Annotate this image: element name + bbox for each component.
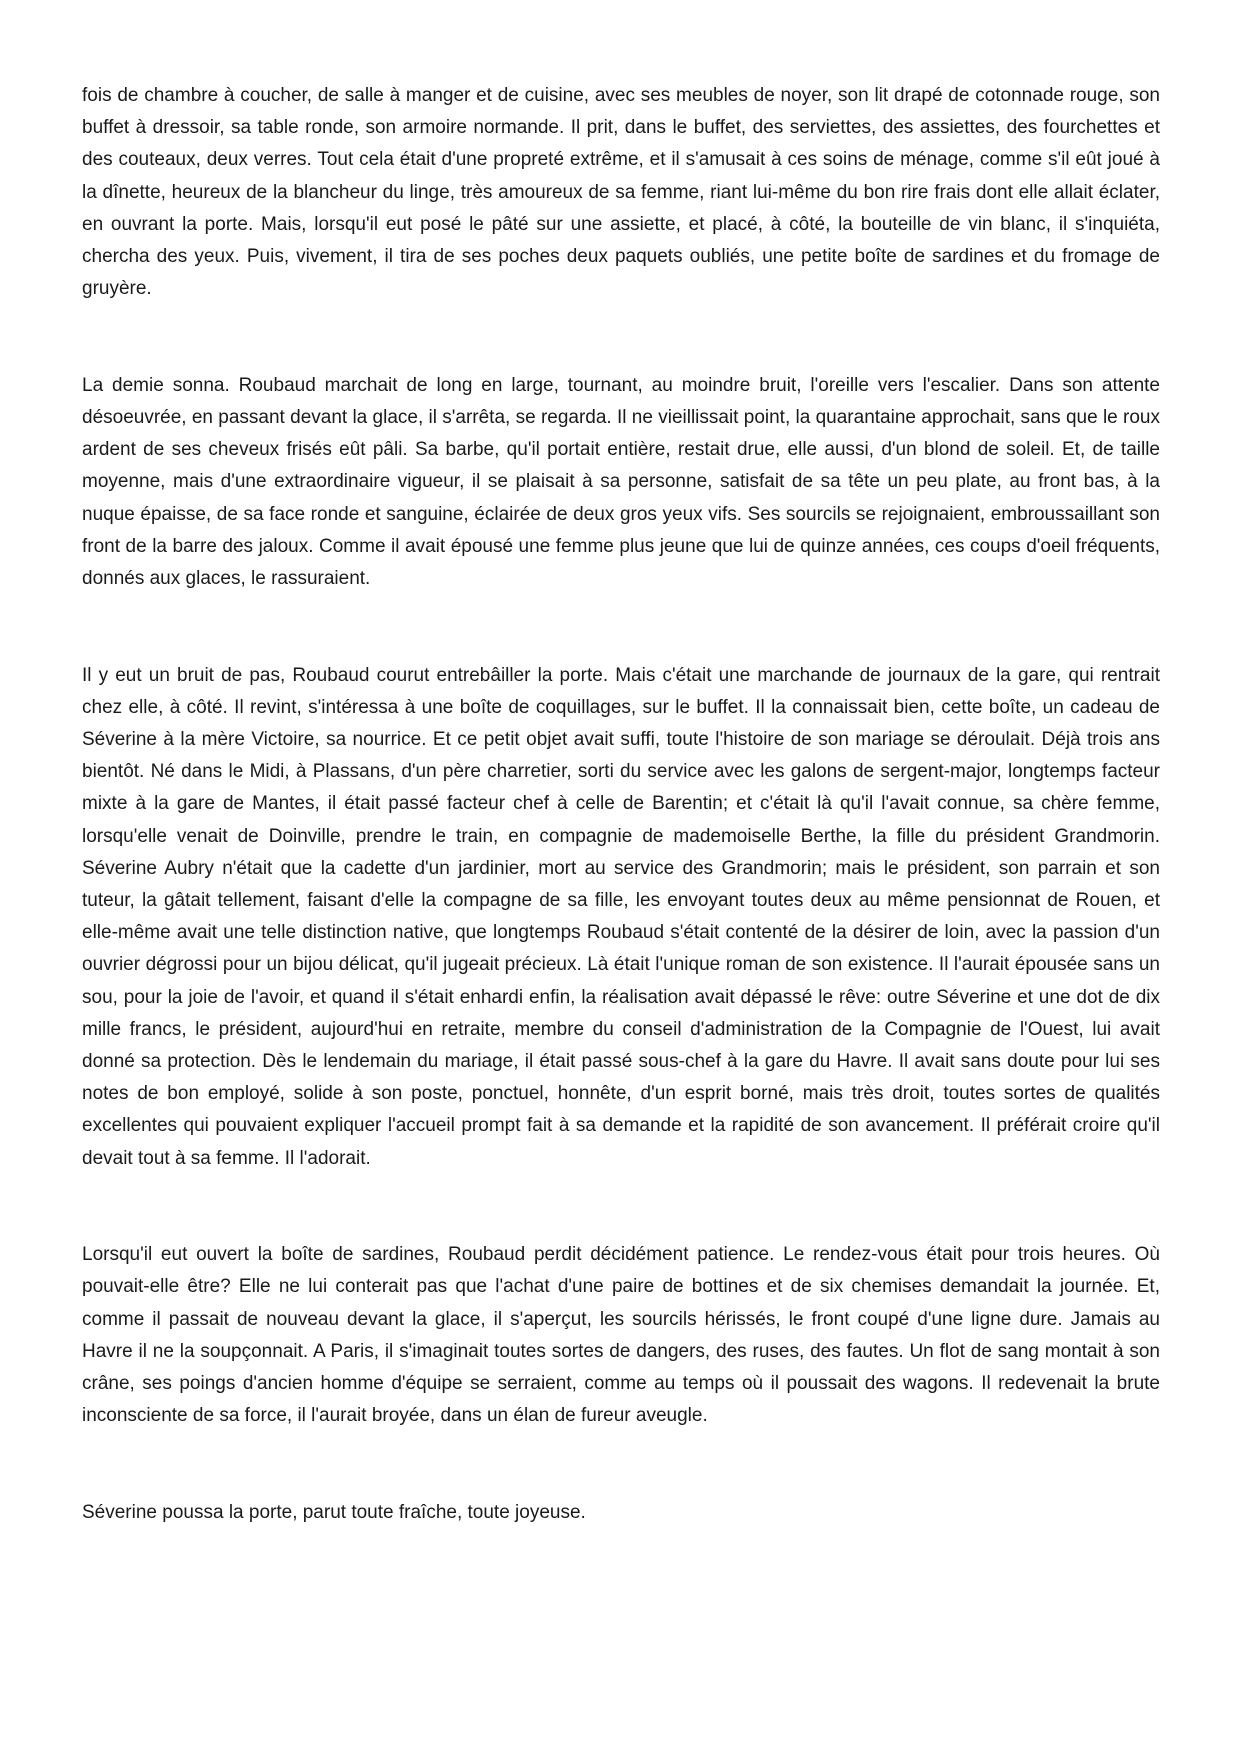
paragraph-3: Il y eut un bruit de pas, Roubaud courut entrebâiller la porte. Mais c'était une marchande de journaux de la gare, qui rentrait chez elle, à côté. Il revint, s'intéressa à une boîte de coquillages, sur le buffet. Il la connaissait bien, cette boîte, un cadeau de Séverine à la mère Victoire, sa nourrice. Et ce petit objet avait suffi, toute l'histoire de son mariage se déroulait. Déjà trois ans bientôt. Né dans le Midi, à Plassans, d'un père charretier, sorti du service avec les galons de sergent-major, longtemps facteur mixte à la gare de Mantes, il était passé facteur chef à celle de Barentin; et c'était là qu'il l'avait connue, sa chère femme, lorsqu'elle venait de Doinville, prendre le train, en compagnie de mademoiselle Berthe, la fille du président Grandmorin. Séverine Aubry n'était que la cadette d'un jardinier, mort au service des Grandmorin; mais le président, son parrain et son tuteur, la gâtait tellement, faisant d'elle la compagne de sa fille, les envoyant toutes deux au même pensionnat de Rouen, et elle-même avait une telle distinction native, que longtemps Roubaud s'était contenté de la désirer de loin, avec la passion d'un ouvrier dégrossi pour un bijou délicat, qu'il jugeait précieux. Là était l'unique roman de son existence. Il l'aurait épousée sans un sou, pour la joie de l'avoir, et quand il s'était enhardi enfin, la réalisation avait dépassé le rêve: outre Séverine et une dot de dix mille francs, le président, aujourd'hui en retraite, membre du conseil d'administration de la Compagnie de l'Ouest, lui avait donné sa protection. Dès le lendemain du mariage, il était passé sous-chef à la gare du Havre. Il avait sans doute pour lui ses notes de bon employé, solide à son poste, ponctuel, honnête, d'un esprit borné, mais très droit, toutes sortes de qualités excellentes qui pouvaient expliquer l'accueil prompt fait à sa demande et la rapidité de son avancement. Il préférait croire qu'il devait tout à sa femme. Il l'adorait. [82,664,1160,1169]
document-page [82,80,1160,1529]
paragraph-4: Lorsqu'il eut ouvert la boîte de sardines, Roubaud perdit décidément patience. Le rendez-vous était pour trois heures. Où pouvait-elle être? Elle ne lui conterait pas que l'achat d'une paire de bottines et de six chemises demandait la journée. Et, comme il passait de nouveau devant la glace, il s'aperçut, les sourcils hérissés, le front coupé d'une ligne dure. Jamais au Havre il ne la soupçonnait. A Paris, il s'imaginait toutes sortes de dangers, des ruses, des fautes. Un flot de sang montait à son crâne, ses poings d'ancien homme d'équipe se serraient, comme au temps où il poussait des wagons. Il redevenait la brute inconsciente de sa force, il l'aurait broyée, dans un élan de fureur aveugle. [82,1244,1160,1427]
paragraph-1: fois de chambre à coucher, de salle à manger et de cuisine, avec ses meubles de noyer, son lit drapé de cotonnade rouge, son buffet à dressoir, sa table ronde, son armoire normande. Il prit, dans le buffet, des serviettes, des assiettes, des fourchettes et des couteaux, deux verres. Tout cela était d'une propreté extrême, et il s'amusait à ces soins de ménage, comme s'il eût joué à la dînette, heureux de la blancheur du linge, très amoureux de sa femme, riant lui-même du bon rire frais dont elle allait éclater, en ouvrant la porte. Mais, lorsqu'il eut posé le pâté sur une assiette, et placé, à côté, la bouteille de vin blanc, il s'inquiéta, chercha des yeux. Puis, vivement, il tira de ses poches deux paquets oubliés, une petite boîte de sardines et du fromage de gruyère. [82,85,1160,300]
paragraph-2: La demie sonna. Roubaud marchait de long en large, tournant, au moindre bruit, l'oreille vers l'escalier. Dans son attente désoeuvrée, en passant devant la glace, il s'arrêta, se regarda. Il ne vieillissait point, la quarantaine approchait, sans que le roux ardent de ses cheveux frisés eût pâli. Sa barbe, qu'il portait entière, restait drue, elle aussi, d'un blond de soleil. Et, de taille moyenne, mais d'une extraordinaire vigueur, il se plaisait à sa personne, satisfait de sa tête un peu plate, au front bas, à la nuque épaisse, de sa face ronde et sanguine, éclairée de deux gros yeux vifs. Ses sourcils se rejoignaient, embroussaillant son front de la barre des jaloux. Comme il avait épousé une femme plus jeune que lui de quinze années, ces coups d'oeil fréquents, donnés aux glaces, le rassuraient. [82,374,1160,590]
paragraph-5: Séverine poussa la porte, parut toute fraîche, toute joyeuse. [82,1501,586,1523]
